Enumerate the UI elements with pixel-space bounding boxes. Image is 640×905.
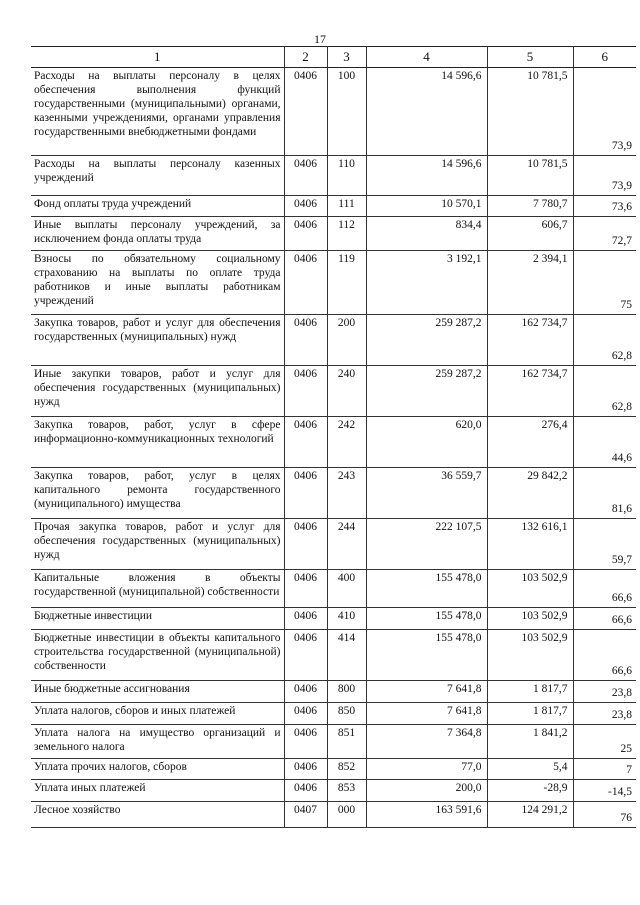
execution-percent: 73,9 xyxy=(573,156,636,196)
executed-amount: 124 291,2 xyxy=(487,802,573,828)
executed-amount: 1 817,7 xyxy=(487,681,573,703)
section-code: 0406 xyxy=(284,759,327,780)
table-row xyxy=(31,315,636,366)
header-col-4: 4 xyxy=(366,47,487,68)
table-row xyxy=(31,725,636,759)
executed-amount: 2 394,1 xyxy=(487,251,573,315)
item-name: Уплата налогов, сборов и иных платежей xyxy=(31,703,284,725)
planned-amount: 36 559,7 xyxy=(366,468,487,519)
execution-percent: 66,6 xyxy=(573,630,636,681)
section-code: 0406 xyxy=(284,608,327,630)
table-row xyxy=(31,68,636,156)
table-body xyxy=(31,68,636,828)
expense-type-code: 112 xyxy=(327,217,366,251)
execution-percent: 23,8 xyxy=(573,703,636,725)
execution-percent: 72,7 xyxy=(573,217,636,251)
planned-amount: 620,0 xyxy=(366,417,487,468)
table-row xyxy=(31,608,636,630)
header-col-5: 5 xyxy=(487,47,573,68)
section-code: 0406 xyxy=(284,417,327,468)
expense-type-code: 100 xyxy=(327,68,366,156)
header-col-6: 6 xyxy=(573,47,636,68)
planned-amount: 259 287,2 xyxy=(366,366,487,417)
planned-amount: 77,0 xyxy=(366,759,487,780)
execution-percent: 76 xyxy=(573,802,636,828)
executed-amount: 29 842,2 xyxy=(487,468,573,519)
item-name: Бюджетные инвестиции xyxy=(31,608,284,630)
section-code: 0406 xyxy=(284,570,327,608)
section-code: 0406 xyxy=(284,630,327,681)
item-name: Расходы на выплаты персоналу в целях обеспечения выполнения функций государственными (муниципальными) органами, казенными учреждениями, органами управления государственными внебюджетными фондами xyxy=(31,68,284,156)
item-name: Уплата прочих налогов, сборов xyxy=(31,759,284,780)
item-name: Иные закупки товаров, работ и услуг для обеспечения государственных (муниципальных) нужд xyxy=(31,366,284,417)
executed-amount: 1 841,2 xyxy=(487,725,573,759)
planned-amount: 259 287,2 xyxy=(366,315,487,366)
table-row xyxy=(31,251,636,315)
item-name: Закупка товаров, работ и услуг для обеспечения государственных (муниципальных) нужд xyxy=(31,315,284,366)
expense-type-code: 119 xyxy=(327,251,366,315)
executed-amount: 606,7 xyxy=(487,217,573,251)
expense-type-code: 200 xyxy=(327,315,366,366)
header-row xyxy=(31,47,636,68)
execution-percent: 73,6 xyxy=(573,196,636,217)
page-number: 17 xyxy=(314,32,326,46)
item-name: Взносы по обязательному социальному страхованию на выплаты по оплате труда работников и иные выплаты работникам учреждений xyxy=(31,251,284,315)
item-name: Прочая закупка товаров, работ и услуг для обеспечения государственных (муниципальных) нужд xyxy=(31,519,284,570)
section-code: 0406 xyxy=(284,251,327,315)
section-code: 0406 xyxy=(284,68,327,156)
item-name: Капитальные вложения в объекты государственной (муниципальной) собственности xyxy=(31,570,284,608)
planned-amount: 155 478,0 xyxy=(366,570,487,608)
item-name: Бюджетные инвестиции в объекты капитального строительства государственной (муниципальной) собственности xyxy=(31,630,284,681)
executed-amount: 10 781,5 xyxy=(487,156,573,196)
executed-amount: 276,4 xyxy=(487,417,573,468)
expense-type-code: 244 xyxy=(327,519,366,570)
expense-type-code: 853 xyxy=(327,780,366,802)
table-row xyxy=(31,780,636,802)
planned-amount: 7 364,8 xyxy=(366,725,487,759)
expense-type-code: 851 xyxy=(327,725,366,759)
expense-type-code: 852 xyxy=(327,759,366,780)
item-name: Уплата иных платежей xyxy=(31,780,284,802)
table-row xyxy=(31,156,636,196)
table-row xyxy=(31,468,636,519)
executed-amount: -28,9 xyxy=(487,780,573,802)
section-code: 0406 xyxy=(284,366,327,417)
execution-percent: 62,8 xyxy=(573,315,636,366)
planned-amount: 834,4 xyxy=(366,217,487,251)
table-row xyxy=(31,759,636,780)
planned-amount: 14 596,6 xyxy=(366,68,487,156)
execution-percent: 73,9 xyxy=(573,68,636,156)
table-row xyxy=(31,217,636,251)
execution-percent: -14,5 xyxy=(573,780,636,802)
execution-percent: 62,8 xyxy=(573,366,636,417)
expense-type-code: 111 xyxy=(327,196,366,217)
executed-amount: 1 817,7 xyxy=(487,703,573,725)
executed-amount: 5,4 xyxy=(487,759,573,780)
expense-type-code: 242 xyxy=(327,417,366,468)
table-row xyxy=(31,366,636,417)
expense-type-code: 240 xyxy=(327,366,366,417)
header-col-2: 2 xyxy=(284,47,327,68)
execution-percent: 81,6 xyxy=(573,468,636,519)
planned-amount: 155 478,0 xyxy=(366,630,487,681)
planned-amount: 163 591,6 xyxy=(366,802,487,828)
execution-percent: 25 xyxy=(573,725,636,759)
item-name: Иные бюджетные ассигнования xyxy=(31,681,284,703)
executed-amount: 10 781,5 xyxy=(487,68,573,156)
table-row xyxy=(31,703,636,725)
execution-percent: 66,6 xyxy=(573,608,636,630)
header-col-1: 1 xyxy=(31,47,284,68)
section-code: 0406 xyxy=(284,156,327,196)
expense-type-code: 410 xyxy=(327,608,366,630)
planned-amount: 155 478,0 xyxy=(366,608,487,630)
budget-table xyxy=(31,46,636,828)
item-name: Расходы на выплаты персоналу казенных учреждений xyxy=(31,156,284,196)
section-code: 0406 xyxy=(284,468,327,519)
section-code: 0406 xyxy=(284,519,327,570)
item-name: Уплата налога на имущество организаций и земельного налога xyxy=(31,725,284,759)
item-name: Закупка товаров, работ, услуг в целях капитального ремонта государственного (муниципального) имущества xyxy=(31,468,284,519)
execution-percent: 44,6 xyxy=(573,417,636,468)
planned-amount: 200,0 xyxy=(366,780,487,802)
planned-amount: 7 641,8 xyxy=(366,681,487,703)
expense-type-code: 800 xyxy=(327,681,366,703)
expense-type-code: 110 xyxy=(327,156,366,196)
item-name: Лесное хозяйство xyxy=(31,802,284,828)
executed-amount: 162 734,7 xyxy=(487,315,573,366)
planned-amount: 14 596,6 xyxy=(366,156,487,196)
budget-table-container xyxy=(31,46,636,828)
executed-amount: 162 734,7 xyxy=(487,366,573,417)
table-row xyxy=(31,519,636,570)
execution-percent: 59,7 xyxy=(573,519,636,570)
executed-amount: 132 616,1 xyxy=(487,519,573,570)
expense-type-code: 414 xyxy=(327,630,366,681)
table-row xyxy=(31,681,636,703)
item-name: Иные выплаты персоналу учреждений, за исключением фонда оплаты труда xyxy=(31,217,284,251)
table-row xyxy=(31,417,636,468)
section-code: 0406 xyxy=(284,315,327,366)
item-name: Фонд оплаты труда учреждений xyxy=(31,196,284,217)
executed-amount: 103 502,9 xyxy=(487,608,573,630)
section-code: 0406 xyxy=(284,196,327,217)
planned-amount: 3 192,1 xyxy=(366,251,487,315)
execution-percent: 66,6 xyxy=(573,570,636,608)
executed-amount: 7 780,7 xyxy=(487,196,573,217)
table-row xyxy=(31,802,636,828)
table-row xyxy=(31,196,636,217)
expense-type-code: 850 xyxy=(327,703,366,725)
section-code: 0406 xyxy=(284,703,327,725)
section-code: 0406 xyxy=(284,780,327,802)
expense-type-code: 243 xyxy=(327,468,366,519)
expense-type-code: 000 xyxy=(327,802,366,828)
execution-percent: 23,8 xyxy=(573,681,636,703)
executed-amount: 103 502,9 xyxy=(487,630,573,681)
table-row xyxy=(31,630,636,681)
executed-amount: 103 502,9 xyxy=(487,570,573,608)
expense-type-code: 400 xyxy=(327,570,366,608)
planned-amount: 10 570,1 xyxy=(366,196,487,217)
item-name: Закупка товаров, работ, услуг в сфере информационно-коммуникационных технологий xyxy=(31,417,284,468)
section-code: 0406 xyxy=(284,681,327,703)
execution-percent: 75 xyxy=(573,251,636,315)
execution-percent: 7 xyxy=(573,759,636,780)
table-row xyxy=(31,570,636,608)
planned-amount: 7 641,8 xyxy=(366,703,487,725)
section-code: 0407 xyxy=(284,802,327,828)
header-col-3: 3 xyxy=(327,47,366,68)
planned-amount: 222 107,5 xyxy=(366,519,487,570)
section-code: 0406 xyxy=(284,725,327,759)
section-code: 0406 xyxy=(284,217,327,251)
